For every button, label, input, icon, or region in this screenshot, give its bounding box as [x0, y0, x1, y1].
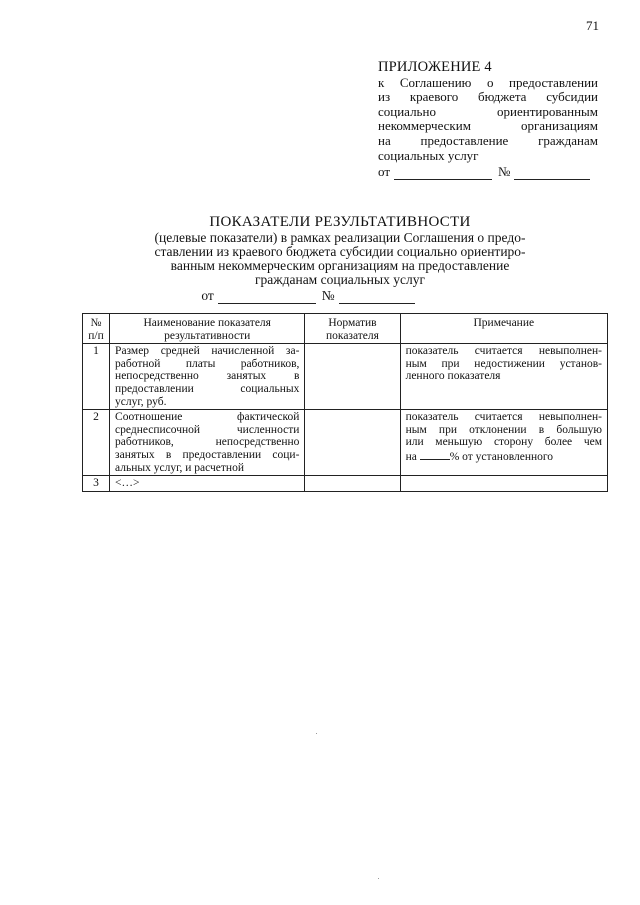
heading-line: (целевые показатели) в рамках реализации Соглашения о предо-	[154, 230, 526, 245]
row-name	[110, 476, 305, 492]
row-norm	[305, 476, 400, 492]
appendix-title: ПРИЛОЖЕНИЕ 4	[378, 59, 492, 75]
row-name	[110, 344, 305, 410]
header-note-line: Примечание	[473, 317, 535, 329]
header-note	[400, 314, 607, 344]
appendix-line: из краевого бюджета субсидии	[378, 89, 598, 105]
appendix-number-blank	[514, 167, 590, 180]
appendix-line: на предоставление гражданам	[378, 132, 598, 148]
header-num-line: №	[90, 317, 102, 329]
header-num-line: п/п	[88, 329, 104, 342]
heading-date-row	[36, 288, 580, 304]
heading-date-blank	[218, 291, 316, 304]
heading-date-prefix: от	[201, 288, 214, 303]
heading-number-blank	[339, 291, 415, 304]
table-row	[83, 344, 608, 410]
scan-speck	[378, 878, 379, 879]
row-name-line: <…>	[115, 477, 140, 490]
row-note-line: ленного показателя	[405, 370, 501, 383]
appendix-line: социальных услуг	[378, 147, 479, 163]
row-name-line: занятых в предоставлении соци-	[115, 448, 300, 461]
row-note-last-line	[406, 449, 602, 464]
row-note	[400, 410, 607, 476]
row-note-prefix: на	[405, 450, 417, 463]
appendix-date-blank	[394, 167, 492, 180]
row-num: 1	[83, 344, 110, 410]
row-name-line: услуг, руб.	[115, 395, 167, 408]
scan-speck	[316, 733, 317, 734]
table-row	[83, 476, 608, 492]
row-name-line: работной платы работников,	[115, 357, 300, 370]
indicators-table	[82, 313, 608, 492]
row-name-line: предоставлении социальных	[115, 382, 300, 395]
header-name-line: Наименование показателя	[143, 317, 271, 329]
appendix-line: социально ориентированным	[378, 103, 598, 119]
row-note-line: ным при отклонении в большую	[405, 423, 602, 436]
appendix-header	[378, 60, 598, 180]
row-note-line: ным при недостижении установ-	[405, 357, 602, 370]
table-header-row	[83, 314, 608, 344]
header-num	[83, 314, 110, 344]
appendix-number-sign: №	[498, 164, 511, 180]
heading-line: ванным некоммерческим организациям на предоставление	[170, 258, 510, 273]
row-name-line: непосредственно занятых в	[115, 370, 300, 383]
row-norm	[305, 410, 400, 476]
heading-number-sign: №	[321, 288, 335, 303]
appendix-line: к Соглашению о предоставлении	[378, 74, 598, 90]
appendix-line: некоммерческим организациям	[378, 118, 598, 134]
header-name-line: результативности	[164, 329, 251, 342]
row-num: 3	[83, 476, 110, 492]
header-norm-line: Норматив	[328, 317, 377, 329]
indicators-heading	[100, 214, 580, 304]
percent-blank	[420, 449, 450, 460]
table-row	[83, 410, 608, 476]
row-name-line: Размер средней начисленной за-	[115, 345, 300, 358]
page-number: 71	[586, 18, 599, 33]
heading-line: гражданам социальных услуг	[255, 272, 425, 287]
row-num: 2	[83, 410, 110, 476]
appendix-date-prefix: от	[378, 164, 391, 180]
header-name	[110, 314, 305, 344]
row-name-line: среднесписочной численности	[115, 423, 300, 436]
row-name-line: работников, непосредственно	[115, 436, 300, 449]
row-norm	[305, 344, 400, 410]
heading-title: ПОКАЗАТЕЛИ РЕЗУЛЬТАТИВНОСТИ	[209, 214, 471, 230]
row-note-suffix: % от установленного	[449, 450, 554, 463]
row-name	[110, 410, 305, 476]
header-norm	[305, 314, 400, 344]
appendix-date-row	[378, 165, 598, 180]
row-note-line: показатель считается невыполнен-	[405, 345, 602, 358]
row-note-line: показатель считается невыполнен-	[405, 411, 602, 424]
row-note	[400, 476, 607, 492]
row-name-line: Соотношение фактической	[115, 411, 300, 424]
header-norm-line: показателя	[326, 329, 379, 342]
heading-line: ставлении из краевого бюджета субсидии социально ориентиро-	[154, 244, 526, 259]
row-note	[400, 344, 607, 410]
row-note-line: или меньшую сторону более чем	[405, 436, 602, 449]
row-name-line: альных услуг, и расчетной	[115, 461, 244, 474]
